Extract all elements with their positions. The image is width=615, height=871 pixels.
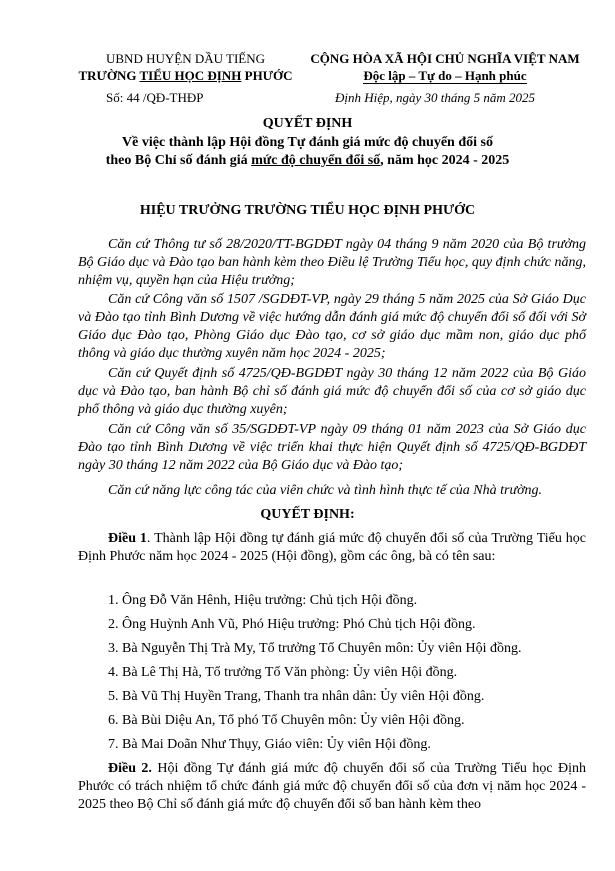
national-header bbox=[300, 50, 590, 84]
issuing-authority: HIỆU TRƯỞNG TRƯỜNG TIỂU HỌC ĐỊNH PHƯỚC bbox=[139, 203, 476, 218]
article-1 bbox=[78, 530, 586, 566]
issuing-organization bbox=[78, 50, 293, 84]
member-1: 1. Ông Đỗ Văn Hênh, Hiệu trưởng: Chủ tịch Hội đồng. bbox=[108, 593, 418, 608]
issue-date: Định Hiệp, ngày 30 tháng 5 năm 2025 bbox=[335, 90, 536, 105]
subject-line2 bbox=[0, 153, 615, 169]
member-6: 6. Bà Bùi Diệu An, Tổ phó Tổ Chuyên môn: Ủy viên Hội đồng. bbox=[108, 713, 465, 728]
article-2-text: Hội đồng Tự đánh giá mức độ chuyển đổi số của Trường Tiểu học Định Phước có trách nhiệm tổ chức đánh giá mức độ chuyển đổi số của đơn vị năm học 2024 - 2025 theo Bộ Chỉ số đánh giá mức độ chuyển đổi số ban hành kèm theo bbox=[78, 761, 586, 812]
subject-line2-underlined: mức độ chuyển đổi số bbox=[251, 153, 381, 168]
nation-line1: CỘNG HÒA XÃ HỘI CHỦ NGHĨA VIỆT NAM bbox=[310, 51, 580, 66]
legal-basis-4: Căn cứ Công văn số 35/SGDĐT-VP ngày 09 tháng 01 năm 2023 của Sở Giáo dục Đào tạo tỉnh Bình Dương về việc triển khai thực hiện Quyết định số 4725/QĐ-BGDĐT ngày 30 tháng 12 năm 2022 của Bộ Giáo dục và Đào tạo; bbox=[78, 422, 586, 473]
member-2: 2. Ông Huỳnh Anh Vũ, Phó Hiệu trưởng: Phó Chủ tịch Hội đồng. bbox=[108, 617, 476, 632]
decision-heading: QUYẾT ĐỊNH: bbox=[260, 507, 355, 522]
legal-basis-5: Căn cứ năng lực công tác của viên chức và tình hình thực tế của Nhà trường. bbox=[108, 483, 543, 498]
member-4: 4. Bà Lê Thị Hà, Tổ trưởng Tổ Văn phòng: Ủy viên Hội đồng. bbox=[108, 665, 458, 680]
article-1-label: Điều 1 bbox=[108, 531, 147, 546]
document-number: Số: 44 /QĐ-THĐP bbox=[106, 90, 204, 105]
org-line2 bbox=[78, 67, 293, 84]
org-line2-post: PHƯỚC bbox=[241, 68, 293, 83]
article-2-label: Điều 2. bbox=[108, 761, 152, 776]
org-line2-underlined: TIỂU HỌC ĐỊNH bbox=[139, 68, 242, 83]
org-line1: UBND HUYỆN DẦU TIẾNG bbox=[106, 51, 265, 66]
article-2 bbox=[78, 760, 586, 814]
member-7: 7. Bà Mai Doãn Như Thụy, Giáo viên: Ủy viên Hội đồng. bbox=[108, 737, 431, 752]
legal-basis-3: Căn cứ Quyết định số 4725/QĐ-BGDĐT ngày 30 tháng 12 năm 2022 của Bộ Giáo dục và Đào tạo, ban hành Bộ chỉ số đánh giá mức độ chuyển đổi số của cơ sở giáo dục phổ thông và giáo dục thường xuyên; bbox=[78, 366, 586, 417]
subject-line2-pre: theo Bộ Chỉ số đánh giá bbox=[105, 153, 252, 168]
legal-basis-2: Căn cứ Công văn số 1507 /SGDĐT-VP, ngày 29 tháng 5 năm 2025 của Sở Giáo Dục và Đào tạo tỉnh Bình Dương về việc hướng dẫn đánh giá mức độ chuyển đổi số đối với Sở Giáo dục Đào tạo, Phòng Giáo dục Đào tạo, cơ sở giáo dục mầm non, giáo dục phổ thông và giáo dục thường xuyên năm học 2024 - 2025; bbox=[78, 292, 586, 361]
article-1-text: . Thành lập Hội đồng tự đánh giá mức độ chuyển đổi số của Trường Tiểu học Định Phước năm học 2024 - 2025 (Hội đồng), gồm các ông, bà có tên sau: bbox=[78, 531, 586, 564]
subject-line2-post: , năm học 2024 - 2025 bbox=[380, 153, 510, 168]
legal-basis-1: Căn cứ Thông tư số 28/2020/TT-BGDĐT ngày 04 tháng 9 năm 2020 của Bộ trưởng Bộ Giáo dục và Đào tạo ban hành kèm theo Điều lệ Trường Tiểu học, quy định chức năng, nhiệm vụ, quyền hạn của Hiệu trưởng; bbox=[78, 237, 587, 288]
member-5: 5. Bà Vũ Thị Huyền Trang, Thanh tra nhân dân: Ủy viên Hội đồng. bbox=[108, 689, 485, 704]
document-title: QUYẾT ĐỊNH bbox=[262, 116, 353, 131]
org-line2-pre: TRƯỜNG bbox=[78, 68, 140, 83]
nation-motto: Độc lập – Tự do – Hạnh phúc bbox=[363, 68, 527, 83]
member-3: 3. Bà Nguyễn Thị Trà My, Tổ trưởng Tổ Chuyên môn: Ủy viên Hội đồng. bbox=[108, 641, 522, 656]
subject-line1: Về việc thành lập Hội đồng Tự đánh giá mức độ chuyển đổi số bbox=[122, 135, 493, 150]
